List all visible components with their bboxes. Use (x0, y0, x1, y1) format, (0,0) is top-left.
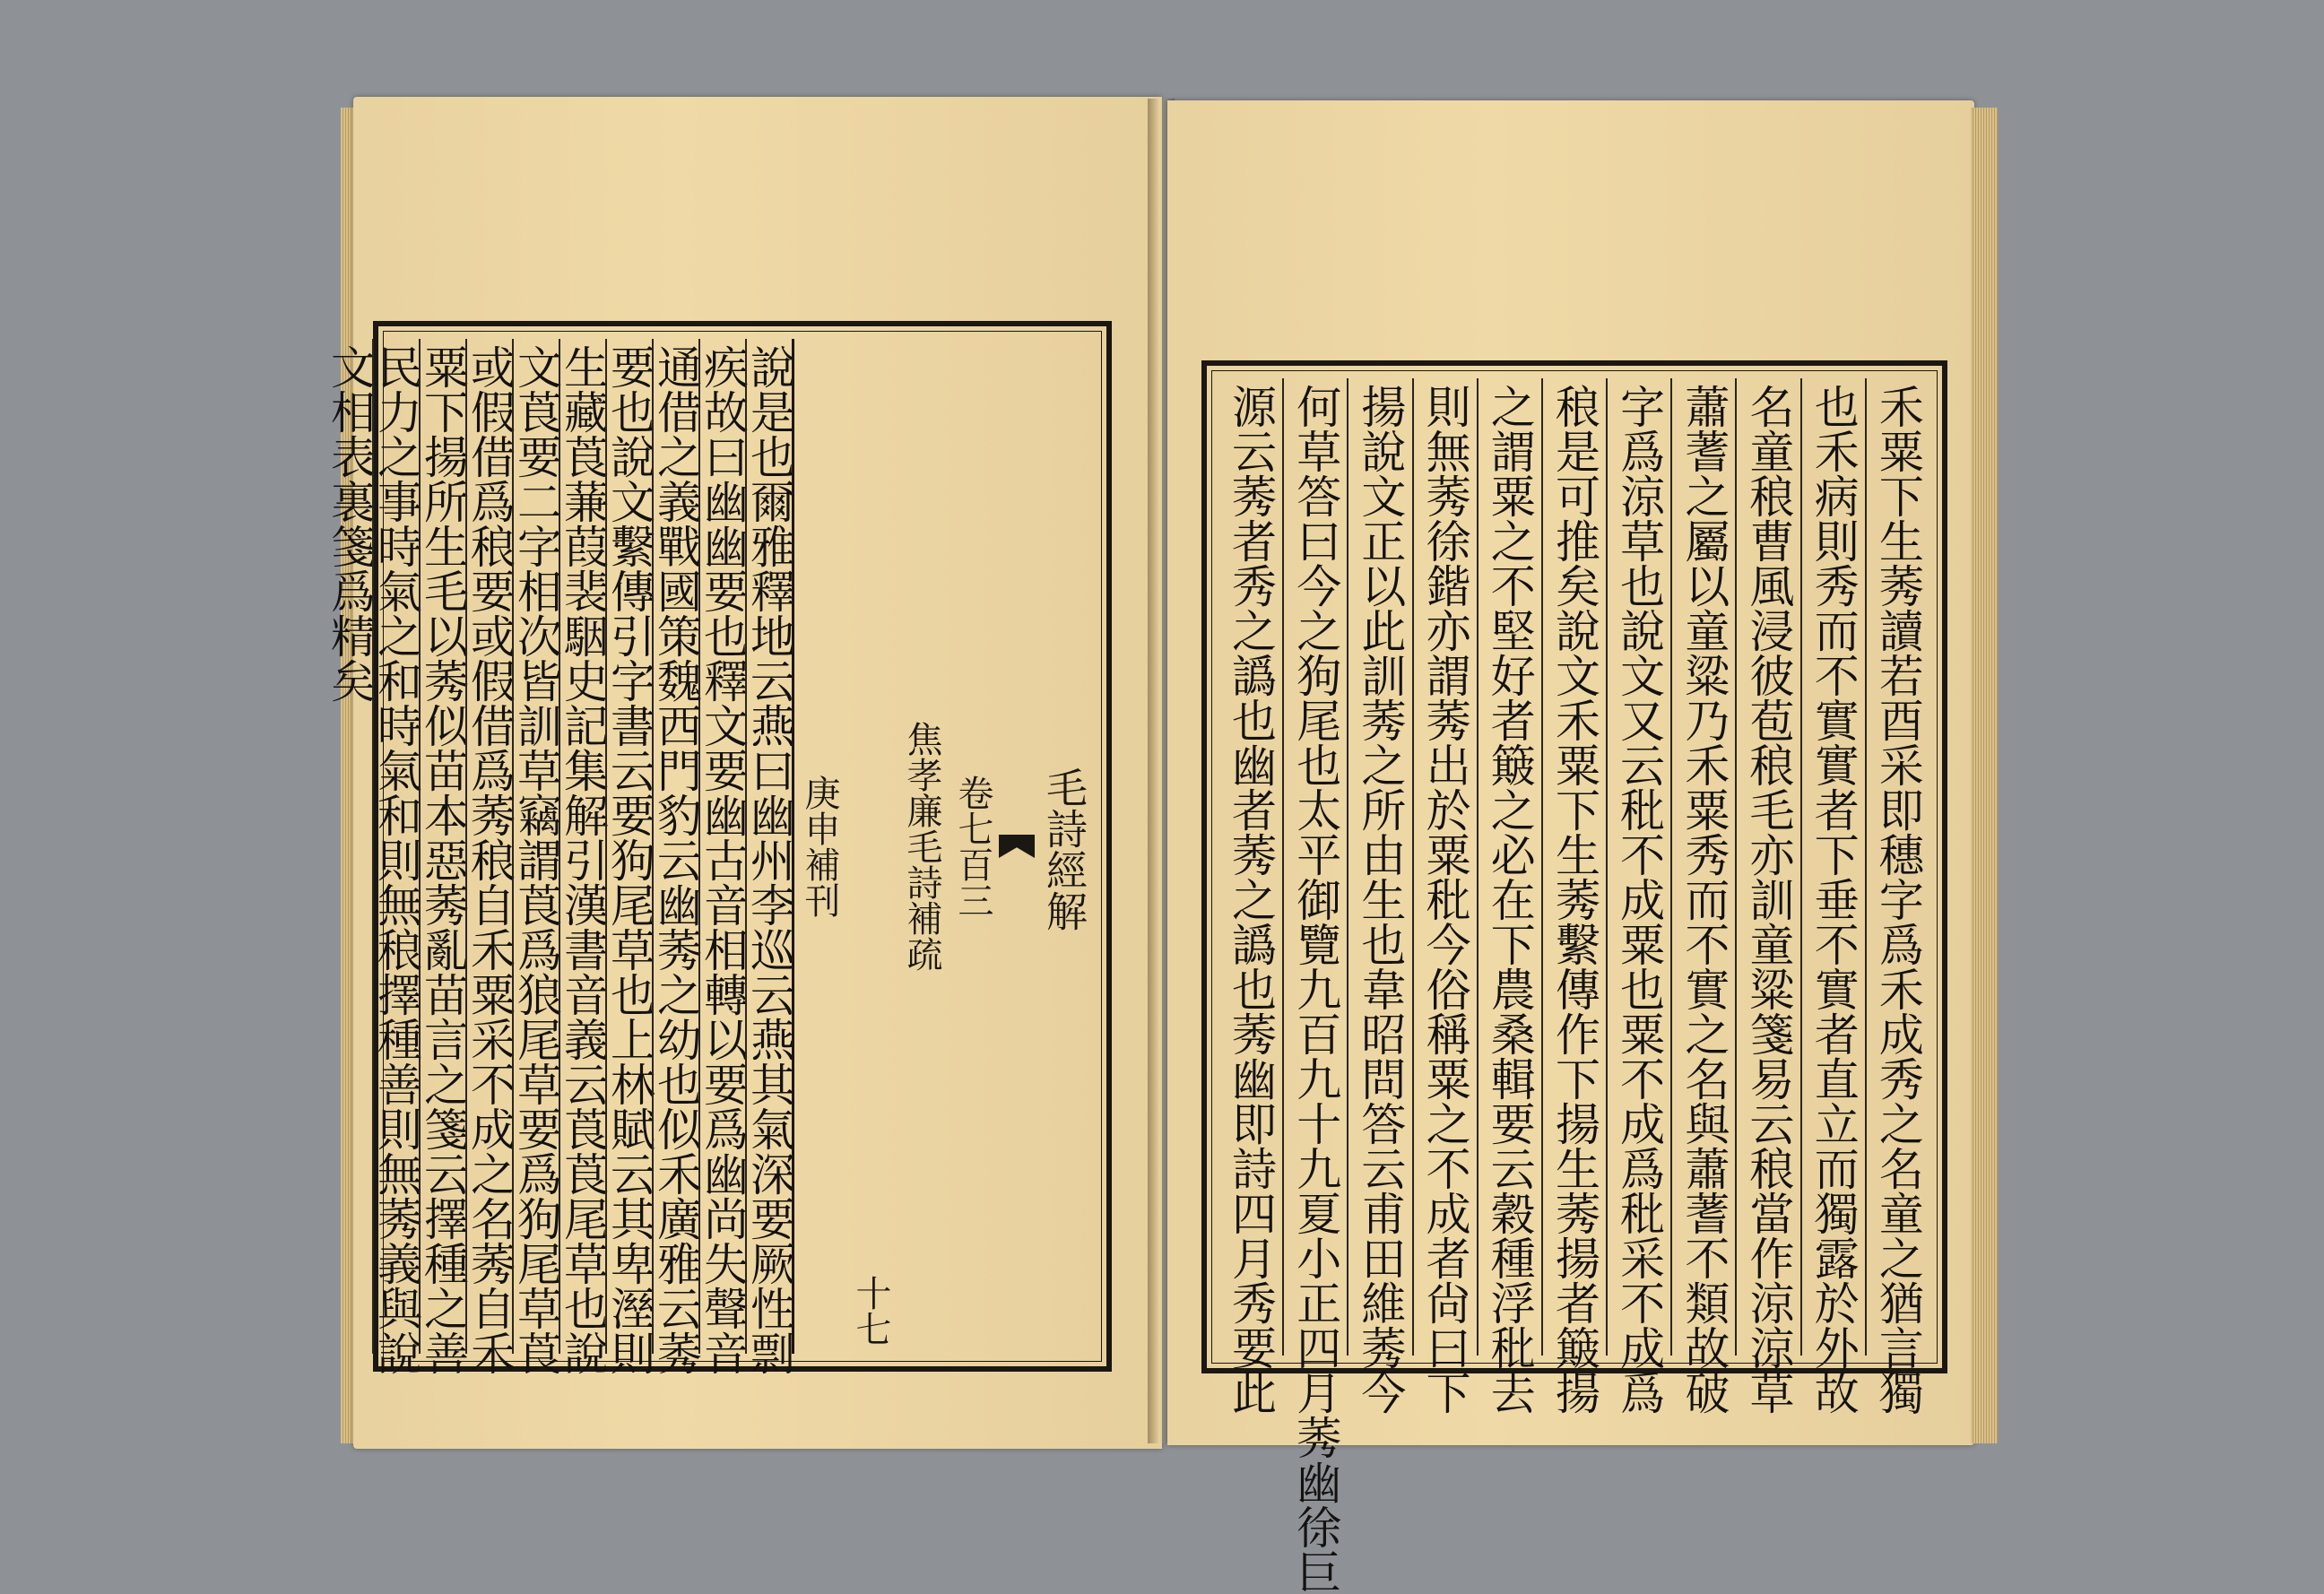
text-column: 稂是可推矣說文禾粟下生莠繫傳作下揚生莠揚者簸揚 (1541, 378, 1606, 1356)
text-column: 之謂粟之不堅好者簸之必在下農桑輯要云穀種浮秕去 (1477, 378, 1541, 1356)
text-column: 民力之事時氣之和時氣和則無稂擇種善則無莠義與說 (372, 339, 419, 1354)
open-book (324, 90, 1999, 1594)
banxin-edition: 庚申補刊 (799, 775, 840, 918)
text-column: 文莨要二字相次皆訓草竊謂莨爲狼尾草要爲狗尾草莨 (512, 339, 559, 1354)
text-column: 何草答曰今之狗尾也太平御覽九百九十九夏小正四月莠幽徐巨 (1282, 378, 1347, 1356)
right-page-edge (1971, 108, 1998, 1443)
text-column: 文相表裏箋爲精矣 (324, 344, 376, 703)
banxin-title: 毛詩經解 (1040, 767, 1088, 931)
text-column: 蕭蓍之屬以童粱乃禾粟秀而不實之名與蕭蓍不類故破 (1670, 378, 1735, 1356)
text-column: 要也說文繫傳引字書云要狗尾草也上林賦云其卑溼則 (605, 339, 652, 1354)
fishtail-icon (999, 835, 1035, 858)
text-column: 粟下揚所生毛以莠似苗本惡莠亂苗言之箋云擇種之善 (419, 339, 465, 1354)
text-column: 也禾病則秀而不實實者下垂不實者直立而獨露於外故 (1800, 378, 1865, 1356)
text-column: 字爲涼草也說文又云秕不成粟也粟不成爲秕采不成爲 (1606, 378, 1670, 1356)
left-banxin-margin (792, 339, 1094, 1354)
text-column: 說是也爾雅釋地云燕曰幽州李巡云燕其氣深要厥性剽 (745, 339, 792, 1354)
text-column: 禾粟下生莠讀若酉采即穗字爲禾成秀之名童之猶言獨 (1865, 378, 1929, 1356)
text-column: 生藏莨蒹葭裴駰史記集解引漢書音義云莨莨尾草也說 (559, 339, 605, 1354)
right-text-columns (1219, 378, 1929, 1594)
text-column: 源云莠者秀之譌也幽者莠之譌也莠幽即詩四月秀要此 (1225, 384, 1278, 1415)
right-page (1167, 100, 1974, 1594)
banxin-book-name: 焦孝廉毛詩補疏 (901, 721, 942, 972)
text-column: 揚說文正以此訓莠之所由生也韋昭問答云甫田維莠今 (1347, 378, 1411, 1356)
right-print-frame (1201, 360, 1947, 1594)
text-column: 名童稂曹風浸彼苞稂毛亦訓童粱箋易云稂當作涼涼草 (1735, 378, 1799, 1356)
left-text-columns (324, 339, 1094, 1375)
left-print-frame (324, 321, 1112, 1375)
banxin-page-number: 十七 (850, 1275, 891, 1347)
text-column: 或假借爲稂要或假借爲莠稂自禾粟采不成之名莠自禾 (465, 339, 512, 1354)
text-column: 通借之義戰國策魏西門豹云幽莠之幼也似禾廣雅云莠 (652, 339, 698, 1354)
text-column: 疾故曰幽幽要也釋文要幽古音相轉以要爲幽尚失聲音 (698, 339, 745, 1354)
left-page (324, 97, 1162, 1449)
text-column: 則無莠徐鍇亦謂莠出於粟秕今俗稱粟之不成者尙曰下 (1412, 378, 1477, 1356)
banxin-juan: 卷七百三 (952, 775, 993, 918)
